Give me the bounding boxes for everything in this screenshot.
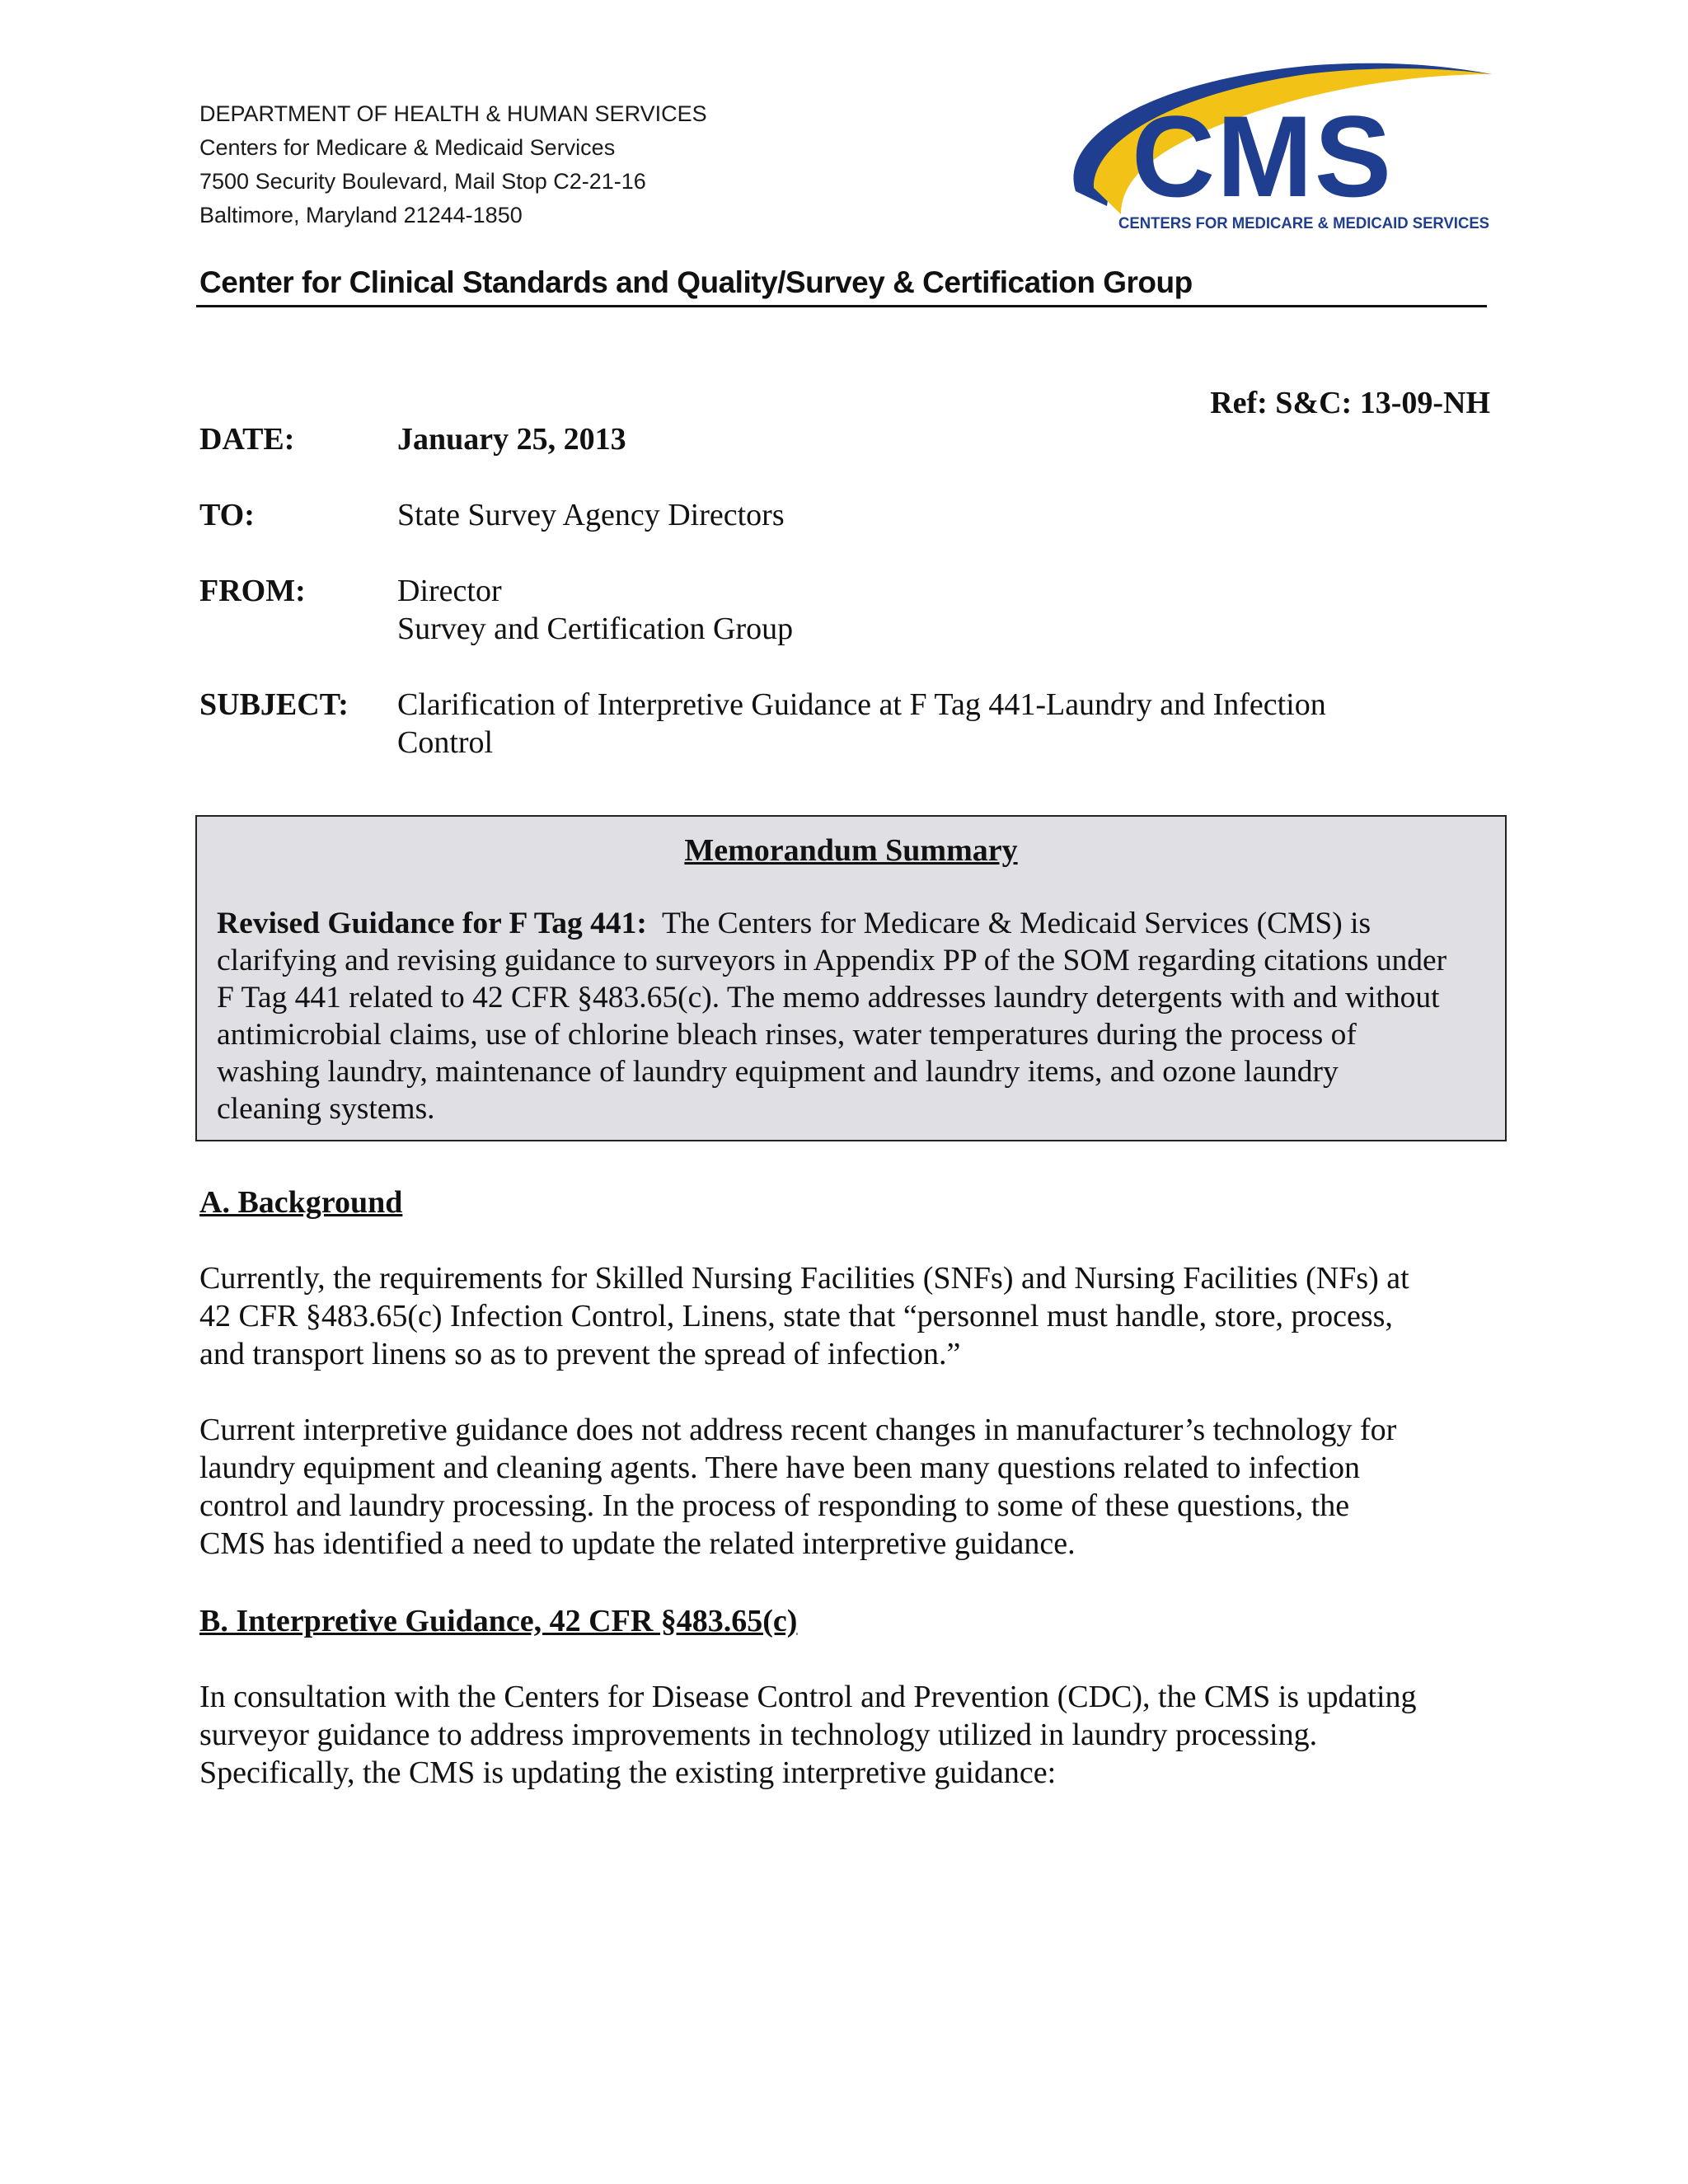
- address-line: Centers for Medicare & Medicaid Services: [199, 135, 616, 160]
- from-value: [397, 572, 1502, 648]
- subject-label: SUBJECT:: [199, 687, 349, 722]
- paragraph-line: In consultation with the Centers for Disease Control and Prevention (CDC), the CMS is updating: [199, 1680, 1417, 1714]
- address-line: DEPARTMENT OF HEALTH & HUMAN SERVICES: [199, 101, 707, 126]
- section-b-heading: B. Interpretive Guidance, 42 CFR §483.65(c): [199, 1604, 798, 1638]
- paragraph-line: and transport linens so as to prevent the spread of infection.”: [199, 1337, 961, 1371]
- paragraph-line: Currently, the requirements for Skilled Nursing Facilities (SNFs) and Nursing Facilities (NFs) at: [199, 1261, 1409, 1296]
- cms-logo: [1043, 49, 1504, 239]
- address-line: 7500 Security Boulevard, Mail Stop C2-21-16: [199, 169, 646, 194]
- from-line: Survey and Certification Group: [397, 612, 794, 646]
- section-b-paragraph-1: [199, 1678, 1518, 1792]
- summary-lead: Revised Guidance for F Tag 441:: [217, 907, 647, 940]
- paragraph-line: CMS has identified a need to update the related interpretive guidance.: [199, 1526, 1076, 1561]
- date-label: DATE:: [199, 422, 295, 457]
- reference-number: Ref: S&C: 13-09-NH: [1210, 386, 1490, 420]
- subject-value: [397, 686, 1502, 762]
- summary-title: Memorandum Summary: [684, 833, 1018, 868]
- paragraph-line: Specifically, the CMS is updating the existing interpretive guidance:: [199, 1755, 1057, 1790]
- from-line: Director: [397, 574, 502, 608]
- logo-text: CMS: [1132, 91, 1394, 221]
- group-title: Center for Clinical Standards and Quality/Survey & Certification Group: [199, 265, 1193, 299]
- paragraph-line: laundry equipment and cleaning agents. There have been many questions related to infection: [199, 1451, 1360, 1485]
- letterhead-address: [199, 97, 859, 232]
- to-label: TO:: [199, 498, 255, 532]
- summary-line: cleaning systems.: [217, 1092, 435, 1126]
- address-line: Baltimore, Maryland 21244-1850: [199, 203, 523, 227]
- memorandum-summary-box: [195, 815, 1507, 1141]
- paragraph-line: control and laundry processing. In the process of responding to some of these questions, the: [199, 1488, 1350, 1523]
- paragraph-line: 42 CFR §483.65(c) Infection Control, Linens, state that “personnel must handle, store, process,: [199, 1299, 1393, 1333]
- section-a-paragraph-1: [199, 1259, 1518, 1373]
- section-a-heading: A. Background: [199, 1185, 403, 1220]
- paragraph-line: Current interpretive guidance does not address recent changes in manufacturer’s technology for: [199, 1413, 1397, 1447]
- to-value: State Survey Agency Directors: [397, 498, 785, 532]
- title-rule: [196, 305, 1487, 307]
- date-value: January 25, 2013: [397, 422, 626, 457]
- summary-line: F Tag 441 related to 42 CFR §483.65(c). The memo addresses laundry detergents with and without: [217, 981, 1440, 1015]
- summary-line: washing laundry, maintenance of laundry equipment and laundry items, and ozone laundry: [217, 1055, 1339, 1089]
- section-a-paragraph-2: [199, 1411, 1518, 1563]
- logo-subtext: CENTERS FOR MEDICARE & MEDICAID SERVICES: [1118, 215, 1489, 232]
- from-label: FROM:: [199, 574, 306, 608]
- subject-line: Control: [397, 725, 494, 760]
- summary-line: [217, 905, 1497, 942]
- paragraph-line: surveyor guidance to address improvements in technology utilized in laundry processing.: [199, 1718, 1318, 1752]
- summary-line: antimicrobial claims, use of chlorine bleach rinses, water temperatures during the process of: [217, 1018, 1357, 1052]
- summary-line: clarifying and revising guidance to surveyors in Appendix PP of the SOM regarding citations under: [217, 944, 1447, 977]
- subject-line: Clarification of Interpretive Guidance at F Tag 441-Laundry and Infection: [397, 687, 1326, 722]
- summary-body: [217, 905, 1497, 1127]
- summary-lead-rest: The Centers for Medicare & Medicaid Services (CMS) is: [646, 907, 1372, 940]
